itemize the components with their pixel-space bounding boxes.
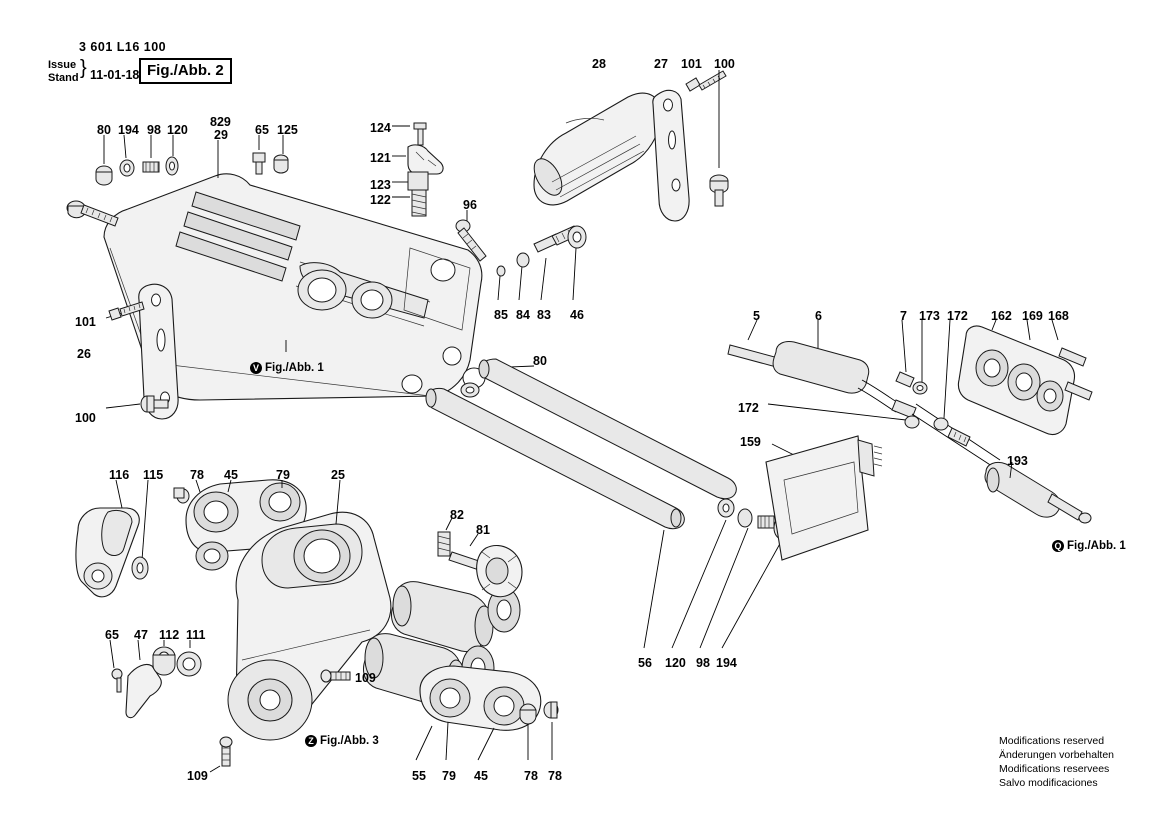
callout-78: 78 — [190, 468, 204, 482]
callout-120: 120 — [167, 123, 188, 137]
callout-169: 169 — [1022, 309, 1043, 323]
callout-27: 27 — [654, 57, 668, 71]
callout-28: 28 — [592, 57, 606, 71]
part-65-125 — [253, 135, 288, 174]
callout-829: 829 — [210, 115, 231, 129]
callout-109: 109 — [355, 671, 376, 685]
notice-es: Salvo modificaciones — [999, 776, 1098, 789]
part-handle-grip — [528, 93, 661, 205]
figure-title: Fig./Abb. 2 — [139, 58, 232, 84]
callout-101: 101 — [681, 57, 702, 71]
callout-25: 25 — [331, 468, 345, 482]
callout-29: 29 — [214, 128, 228, 142]
callout-194: 194 — [716, 656, 737, 670]
part-122-spring — [392, 190, 426, 216]
part-bottom-left-fasteners — [110, 640, 201, 718]
part-link-bottom-right — [416, 666, 558, 760]
callout-46: 46 — [570, 308, 584, 322]
modifications-notice — [999, 735, 1114, 791]
callout-98: 98 — [147, 123, 161, 137]
callout-65: 65 — [255, 123, 269, 137]
callout-81: 81 — [476, 523, 490, 537]
figure-reference — [1052, 540, 1126, 552]
callout-45: 45 — [224, 468, 238, 482]
part-switch-pins-7-173-172 — [768, 320, 970, 446]
callout-45: 45 — [474, 769, 488, 783]
callout-172: 172 — [738, 401, 759, 415]
part-116-115 — [76, 480, 148, 597]
part-121-lever — [392, 145, 443, 174]
callout-26: 26 — [77, 347, 91, 361]
callout-100: 100 — [75, 411, 96, 425]
callout-79: 79 — [442, 769, 456, 783]
issue-label-en: Issue — [48, 59, 77, 71]
callout-194: 194 — [118, 123, 139, 137]
part-screw-101-top — [686, 71, 726, 91]
callout-47: 47 — [134, 628, 148, 642]
callout-96: 96 — [463, 198, 477, 212]
callout-162: 162 — [991, 309, 1012, 323]
callout-5: 5 — [753, 309, 760, 323]
figure-reference-label: Fig./Abb. 1 — [265, 362, 324, 375]
part-screw-80-upper-left — [67, 201, 118, 226]
callout-6: 6 — [815, 309, 822, 323]
figure-reference-bullet-icon: Q — [1052, 540, 1064, 552]
callout-120: 120 — [665, 656, 686, 670]
callout-80: 80 — [533, 354, 547, 368]
issue-brace: } — [80, 57, 87, 79]
callout-159: 159 — [740, 435, 761, 449]
part-lever-arm-27 — [653, 90, 689, 221]
issue-label — [48, 59, 79, 84]
figure-reference-bullet-icon: V — [250, 362, 262, 374]
callout-173: 173 — [919, 309, 940, 323]
callout-109: 109 — [187, 769, 208, 783]
callout-83: 83 — [537, 308, 551, 322]
callout-84: 84 — [516, 308, 530, 322]
notice-en: Modifications reserved — [999, 735, 1105, 747]
callout-7: 7 — [900, 309, 907, 323]
callout-85: 85 — [494, 308, 508, 322]
callout-78: 78 — [548, 769, 562, 783]
part-screws-top-left — [96, 135, 218, 185]
callout-116: 116 — [109, 468, 130, 482]
callout-56: 56 — [638, 656, 652, 670]
issue-label-de: Stand — [48, 71, 79, 84]
callout-100: 100 — [714, 57, 735, 71]
callout-78: 78 — [524, 769, 538, 783]
callout-101: 101 — [75, 315, 96, 329]
callout-79: 79 — [276, 468, 290, 482]
part-124 — [392, 123, 426, 145]
callout-168: 168 — [1048, 309, 1069, 323]
notice-fr: Modifications reservees — [999, 762, 1110, 775]
callout-172: 172 — [947, 309, 968, 323]
callout-124: 124 — [370, 121, 391, 135]
part-pin-assembly-85-84-83-46 — [497, 226, 586, 300]
callout-121: 121 — [370, 151, 391, 165]
callout-111: 111 — [186, 628, 206, 642]
callout-115: 115 — [143, 468, 164, 482]
part-number: 3 601 L16 100 — [79, 40, 167, 54]
part-module-159 — [766, 436, 882, 560]
figure-reference-label: Fig./Abb. 3 — [320, 735, 379, 748]
part-screw-100-top — [710, 70, 728, 206]
part-123-spring — [392, 172, 428, 190]
callout-80: 80 — [97, 123, 111, 137]
figure-reference-bullet-icon: Z — [305, 735, 317, 747]
callout-112: 112 — [159, 628, 180, 642]
callout-125: 125 — [277, 123, 298, 137]
notice-de: Änderungen vorbehalten — [999, 748, 1115, 761]
figure-reference-label: Fig./Abb. 1 — [1067, 540, 1126, 553]
callout-65: 65 — [105, 628, 119, 642]
callout-98: 98 — [696, 656, 710, 670]
callout-82: 82 — [450, 508, 464, 522]
callout-122: 122 — [370, 193, 391, 207]
callout-55: 55 — [412, 769, 426, 783]
figure-reference — [305, 735, 379, 747]
callout-193: 193 — [1007, 454, 1028, 468]
issue-date: 11-01-18 — [90, 68, 140, 82]
callout-123: 123 — [370, 178, 391, 192]
figure-reference — [250, 362, 324, 374]
